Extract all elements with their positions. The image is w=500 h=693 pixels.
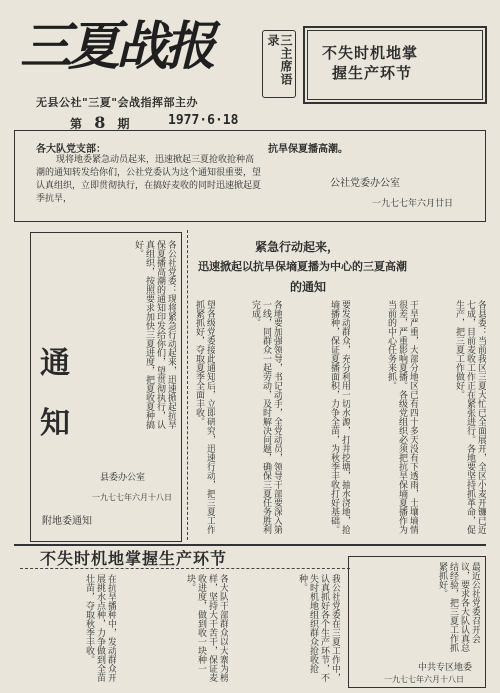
main-signer: 中共专区地委	[418, 663, 473, 673]
notice1-signer: 公社党委办公室	[330, 178, 400, 189]
main-body-col-5: 望各级党委接此通知后，立即研究，迅速行动，把三夏工作抓紧抓好，夺取夏季全面丰收。	[194, 300, 215, 534]
section2-title: 不失时机地掌握生产环节	[40, 549, 228, 568]
main-body-col-4: 各地要加强领导，书记动手，全党动员，领导干部要深入第一线，同群众一起劳动，及时解决问题，确保三夏任务胜利完成。	[250, 300, 282, 534]
publisher-line: 无县公社"三夏"会战指挥部主办	[36, 96, 198, 109]
main-body-col-2: 干旱严重，大部分地区已有四十多天没有下透雨，土壤墒情很差，严重影响夏播。各级党组织必须把抗旱保墒夏播作为当前的中心任务来抓。	[386, 300, 418, 534]
notice2-date: 一九七七年六月十八日	[92, 493, 172, 502]
notice2-text: 各公社党委：现将紧急行动起来，迅速掀起抗旱保夏播高潮的通知印发给你们，望贯彻执行，认真组织，按照要求加快三夏进度，把夏收夏种搞好。	[133, 240, 176, 429]
notice2-signer: 县委办公室	[100, 473, 146, 483]
notice1-date: 一九七七年六月廿日	[372, 199, 454, 209]
section2-right-text: 最近公社党委召开会议，要求各大队认真总结经验，把三夏工作抓紧抓好。	[437, 562, 480, 652]
issue-date: 1977·6·18	[168, 113, 239, 128]
headline-line-2: 迅速掀起以抗旱保墒夏播为中心的三夏高潮	[198, 260, 407, 273]
notice2-big-char-1: 通	[40, 346, 70, 381]
main-body-col-3: 要发动群众，充分利用一切水源，打井挖塘，抽水浇地，抢墒播种，保证夏播面积，力争全苗，为秋季丰收打好基础。	[329, 300, 350, 534]
section2-col-2: 各大队干部群众以大寨为榜样，坚持大干苦干，保证麦收进度，做到收一块种一块。	[185, 574, 228, 682]
masthead-title: 三夏战报	[20, 16, 213, 77]
issue-value: 8	[94, 113, 106, 132]
notice2-big-char-2: 知	[40, 406, 70, 441]
notice2-footer: 附地委通知	[42, 516, 92, 527]
issue-prefix: 第	[70, 117, 83, 131]
notice1-continuation: 抗旱保夏播高潮。	[268, 144, 348, 155]
notice1-body: 现将地委紧急动员起来，迅速掀起三夏抢收抢种高潮的通知转发给你们，公社党委认为这个通知很重要，望认真组织，立即贯彻执行，在搞好麦收的同时迅速掀起夏季抗旱，	[36, 155, 261, 204]
slogan-line-1: 不失时机地掌	[322, 44, 419, 62]
main-date: 一九七七年六月十八日	[384, 675, 464, 684]
column-divider	[187, 230, 188, 540]
main-body-col-1: 各县委：当前我区三夏大忙已全面展开，全区小麦开镰已近七成，目前麦收工作正在紧张进行。各地要坚持抓革命，促生产，把三夏工作做好。	[454, 300, 486, 534]
section2-col-3: 在抗旱播种中，发动群众开展挑水点种，力争做到全苗壮苗，夺取秋季丰收。	[84, 574, 116, 682]
section2-col-1: 我公社党委在三夏工作中，认真抓好各个生产环节，不失时机地组织群众抢收抢种。	[297, 574, 340, 682]
notice1-address: 各大队党支部：	[36, 144, 106, 155]
issue-suffix: 期	[117, 117, 130, 131]
quote-badge-text: 三主席语录	[266, 34, 293, 86]
slogan-line-2: 握生产环节	[332, 64, 413, 82]
headline-line-1: 紧急行动起来，	[255, 240, 340, 254]
headline-line-3: 的通知	[290, 280, 327, 294]
section2-title-underline	[20, 568, 350, 569]
